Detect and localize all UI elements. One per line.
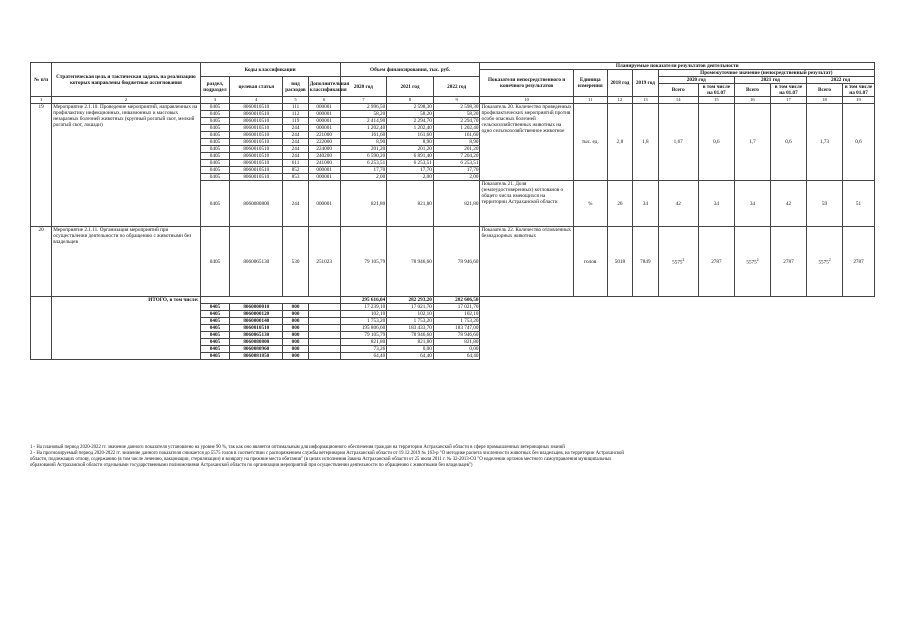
column-number: 13 — [633, 97, 658, 104]
cell-section: 0405 — [200, 146, 230, 153]
total-row — [31, 297, 875, 304]
footnote-line: 2 - На прогнозируемый период 2020-2022 гг. значение данного показателя снижается до 5575 голов в соответствии с распоряжением службы ветеринарии Астраханской области от 19.12.2019 № 163-р "О методике расчета численности животных без владельцев, на территории Астраханской — [30, 451, 625, 456]
total-section: 0405 — [200, 353, 230, 360]
total-exptype: 000 — [283, 353, 308, 360]
cell-2021: 8,90 — [387, 139, 434, 146]
column-number: 16 — [734, 97, 770, 104]
total-exptype: 000 — [283, 318, 308, 325]
total-article: 8060000140 — [230, 318, 283, 325]
cell-2022: 8,90 — [433, 139, 480, 146]
cell-2021: 58,20 — [387, 111, 434, 118]
cell-2020: 6 590,20 — [340, 153, 387, 160]
indicator-text: Показатель 22. Количество отловленных безнадзорных животных — [480, 227, 573, 297]
cell-extra: 000001 — [308, 118, 340, 125]
column-number: 19 — [843, 97, 875, 104]
indicator-2019: 34 — [633, 181, 658, 227]
total-sub-2022: 78 946,60 — [433, 332, 480, 339]
indicator-value — [658, 227, 698, 297]
total-section: 0405 — [200, 318, 230, 325]
cell-2020: 6 253,51 — [340, 160, 387, 167]
cell-2021: 2 294,70 — [387, 118, 434, 125]
cell-2020: 2,00 — [340, 174, 387, 181]
cell-article: 8060010510 — [230, 146, 283, 153]
column-number: 12 — [607, 97, 632, 104]
cell-2020: 201,20 — [340, 146, 387, 153]
cell-2021: 6 891,40 — [387, 153, 434, 160]
column-number: 17 — [770, 97, 806, 104]
total-sub-2020: 195 806,60 — [340, 325, 387, 332]
cell-2021: 2 598,30 — [387, 104, 434, 111]
cell-extra: 224000 — [308, 146, 340, 153]
cell-exptype: 244 — [283, 125, 308, 132]
header-2021: 2021 год — [387, 77, 434, 97]
cell-exptype: 244 — [283, 153, 308, 160]
cell-2020: 2 996,50 — [340, 104, 387, 111]
total-extra-blank — [308, 304, 340, 311]
column-number: 4 — [230, 97, 283, 104]
total-sub-2020: 73,26 — [340, 346, 387, 353]
cell-2020: 2 414,90 — [340, 118, 387, 125]
column-number: 15 — [698, 97, 734, 104]
column-number: 7 — [340, 97, 387, 104]
cell-2022: 78 946,60 — [433, 227, 480, 297]
header-indicator: Показатели непосредственного и конечного результатов — [480, 70, 573, 97]
indicator-unit: % — [573, 181, 607, 227]
header-2022: 2022 год — [433, 77, 480, 97]
total-article: 8060000120 — [230, 311, 283, 318]
total-sub-2020: 102,10 — [340, 311, 387, 318]
cell-2022: 7 204,20 — [433, 153, 480, 160]
indicator-2022-half: 0,6 — [843, 104, 875, 181]
total-label: ИТОГО, в том числе: — [52, 297, 200, 360]
total-sub-2021: 17 021,70 — [387, 304, 434, 311]
total-sub-2021: 78 946,60 — [387, 332, 434, 339]
cell-extra: 000001 — [308, 111, 340, 118]
table-row — [31, 227, 875, 297]
cell-2022: 201,20 — [433, 146, 480, 153]
indicator-value — [698, 227, 734, 297]
cell-2020: 161,60 — [340, 132, 387, 139]
total-codes-blank — [200, 297, 340, 304]
cell-extra: 222000 — [308, 139, 340, 146]
cell-article: 8060010510 — [230, 118, 283, 125]
total-article: 8060065130 — [230, 332, 283, 339]
column-number-row — [31, 97, 875, 104]
cell-2022: 161,60 — [433, 132, 480, 139]
header-num: № п/п — [31, 63, 52, 97]
indicator-2018: 26 — [607, 181, 632, 227]
total-exptype: 000 — [283, 325, 308, 332]
cell-2020: 8,90 — [340, 139, 387, 146]
column-number: 6 — [308, 97, 340, 104]
cell-extra: 000001 — [308, 125, 340, 132]
total-extra-blank — [308, 318, 340, 325]
column-number: 10 — [480, 97, 573, 104]
indicator-2022-half: 51 — [843, 181, 875, 227]
column-number: 1 — [31, 97, 52, 104]
footnote-line: образований Астраханской области отдельными государственными полномочиями Астраханской области по организации мероприятий при осуществлении деятельности по обращению с животными без владельцев") — [30, 463, 473, 468]
cell-extra: 000001 — [308, 174, 340, 181]
cell-2021: 6 253,51 — [387, 160, 434, 167]
column-number: 18 — [807, 97, 843, 104]
total-section: 0405 — [200, 346, 230, 353]
cell-article: 8060010510 — [230, 139, 283, 146]
cell-exptype: 852 — [283, 167, 308, 174]
indicator-2022-total: 1,73 — [807, 104, 843, 181]
footnote-mark: 2 — [828, 258, 831, 263]
header-total-2020: Всего — [658, 84, 698, 97]
cell-section: 0405 — [200, 132, 230, 139]
header-incl-2022: в том числе на 01.07 — [843, 84, 875, 97]
total-blank — [31, 297, 52, 360]
cell-section: 0405 — [200, 160, 230, 167]
column-number: 8 — [387, 97, 434, 104]
row-goal: Мероприятие 2.1.10. Проведение мероприятий, направленных на профилактику инфекционных, инвазионных и массовых незаразных болезней животных (крупный рогатый скот, мелкий рогатый скот, лошади) — [52, 104, 200, 227]
footnote-mark: 2 — [756, 258, 759, 263]
total-sub-2021: 102,10 — [387, 311, 434, 318]
total-exptype: 000 — [283, 339, 308, 346]
header-2018: 2018 год — [607, 70, 632, 97]
footnote-line: 1 - На плановый период 2020-2022 гг. значение данного показателя установлено на уровне 90 %, так как оно является оптимальным для информационного обеспечения граждан на территории Астраханской области в сфере промышленных ветеринарных знаний — [30, 445, 565, 450]
total-2020: 295 616,04 — [340, 297, 387, 304]
indicator-2021-total: 34 — [734, 181, 770, 227]
cell-article: 8060010510 — [230, 132, 283, 139]
cell-exptype: 611 — [283, 160, 308, 167]
total-exptype: 000 — [283, 311, 308, 318]
cell-section: 0405 — [200, 111, 230, 118]
cell-exptype: 244 — [283, 139, 308, 146]
total-sub-2021: 64,40 — [387, 353, 434, 360]
cell-2021: 161,60 — [387, 132, 434, 139]
indicator-number: 5575 — [672, 259, 683, 266]
indicator-2021-half: 42 — [770, 181, 806, 227]
cell-article: 8060010510 — [230, 104, 283, 111]
cell-exptype: 853 — [283, 174, 308, 181]
total-article: 8060000010 — [230, 304, 283, 311]
indicator-number: 5575 — [818, 259, 829, 266]
cell-extra: 240200 — [308, 153, 340, 160]
total-exptype: 000 — [283, 346, 308, 353]
total-section: 0405 — [200, 332, 230, 339]
table-header — [31, 63, 875, 104]
table-body — [31, 104, 875, 360]
indicator-unit: тыс. ед. — [573, 104, 607, 181]
header-planned: Планируемые показатели результатов деятельности — [480, 63, 875, 70]
total-sub-2020: 64,40 — [340, 353, 387, 360]
indicator-text: Показатель 21. Доля (землеудостоверенных) котлованов о общего числа имеющихся на территории Астраханской области — [480, 181, 573, 227]
indicator-value — [734, 227, 770, 297]
total-sub-2020: 79 105,79 — [340, 332, 387, 339]
cell-extra: 000001 — [308, 181, 340, 227]
cell-exptype: 111 — [283, 104, 308, 111]
total-article: 8060080960 — [230, 346, 283, 353]
total-extra-blank — [308, 325, 340, 332]
header-funding: Объем финансирования, тыс. руб. — [340, 63, 480, 77]
cell-2020: 79 105,79 — [340, 227, 387, 297]
cell-2022: 6 253,51 — [433, 160, 480, 167]
header-2019: 2019 год — [633, 70, 658, 97]
cell-extra: 221000 — [308, 132, 340, 139]
cell-exptype: 530 — [283, 227, 308, 297]
indicator-number: 2787 — [853, 258, 864, 265]
cell-section: 0405 — [200, 227, 230, 297]
table-row — [31, 104, 875, 111]
header-unit: Единица измерения — [573, 70, 607, 97]
cell-section: 0405 — [200, 125, 230, 132]
cell-extra: 251023 — [308, 227, 340, 297]
footnote-line: области, подлежащих отлову, содержанию (в том числе лечению, вакцинации, стерилизации) и возврату на прежние места обитания" (в целях исполнения Закона Астраханской области от 25 июля 2011 г. № 32-2013-ОЗ "О наделении органов местного самоуправления муниципальных — [30, 457, 612, 462]
cell-section: 0405 — [200, 104, 230, 111]
indicator-2022-total: 59 — [807, 181, 843, 227]
header-incl-2020: в том числе на 01.07 — [698, 84, 734, 97]
cell-article: 8060080800 — [230, 181, 283, 227]
total-sub-2020: 1 753,20 — [340, 318, 387, 325]
indicator-2020-total: 42 — [658, 181, 698, 227]
total-sub-2021: 0,00 — [387, 346, 434, 353]
row-number: 20 — [31, 227, 52, 297]
total-section: 0405 — [200, 325, 230, 332]
cell-article: 8060010510 — [230, 153, 283, 160]
total-article: 8060010510 — [230, 325, 283, 332]
cell-2020: 821,80 — [340, 181, 387, 227]
total-section: 0405 — [200, 304, 230, 311]
header-int-2021: 2021 год — [734, 77, 806, 84]
cell-section: 0405 — [200, 139, 230, 146]
cell-exptype: 244 — [283, 146, 308, 153]
total-extra-blank — [308, 311, 340, 318]
cell-2021: 78 946,60 — [387, 227, 434, 297]
total-sub-2021: 183 433,70 — [387, 325, 434, 332]
total-sub-2022: 183 747,00 — [433, 325, 480, 332]
header-intermediate: Промежуточное значение (непосредственный результат) — [658, 70, 874, 77]
header-section: раздел, подраздел — [200, 77, 230, 97]
cell-2021: 1 202,40 — [387, 125, 434, 132]
budget-table — [30, 62, 875, 360]
header-goal: Стратегическая цель и тактическая задача, на реализацию которых направлены бюджетные ассигнования — [52, 63, 200, 97]
total-sub-2021: 821,80 — [387, 339, 434, 346]
header-total-2021: Всего — [734, 84, 770, 97]
total-article: 8060081850 — [230, 353, 283, 360]
cell-article: 8060010510 — [230, 111, 283, 118]
total-extra-blank — [308, 339, 340, 346]
cell-2021: 17,70 — [387, 167, 434, 174]
header-article: целевая статья — [230, 77, 283, 97]
cell-2022: 821,80 — [433, 181, 480, 227]
indicator-2020-half: 34 — [698, 181, 734, 227]
cell-article: 8060010510 — [230, 167, 283, 174]
cell-2021: 2,00 — [387, 174, 434, 181]
cell-extra: 000001 — [308, 104, 340, 111]
indicator-unit: голов — [573, 227, 607, 297]
cell-section: 0405 — [200, 153, 230, 160]
cell-2020: 58,20 — [340, 111, 387, 118]
header-extra: Дополнительная классификация — [308, 77, 340, 97]
indicator-value — [770, 227, 806, 297]
cell-exptype: 112 — [283, 111, 308, 118]
cell-section: 0405 — [200, 174, 230, 181]
total-sub-2020: 821,80 — [340, 339, 387, 346]
header-total-2022: Всего — [807, 84, 843, 97]
total-exptype: 000 — [283, 304, 308, 311]
cell-2022: 1 202,40 — [433, 125, 480, 132]
header-int-2022: 2022 год — [807, 77, 875, 84]
total-article: 8060080800 — [230, 339, 283, 346]
total-extra-blank — [308, 346, 340, 353]
cell-article: 8060010510 — [230, 174, 283, 181]
total-sub-2021: 1 753,20 — [387, 318, 434, 325]
total-indicator-blank — [480, 297, 875, 360]
total-extra-blank — [308, 353, 340, 360]
row-number: 19 — [31, 104, 52, 227]
total-sub-2022: 102,10 — [433, 311, 480, 318]
indicator-2018: 5018 — [607, 227, 632, 297]
header-int-2020: 2020 год — [658, 77, 734, 84]
row-goal: Мероприятие 2.1.11. Организация мероприятий при осуществлении деятельности по обращению с животными без владельцев — [52, 227, 200, 297]
column-number: 9 — [433, 97, 480, 104]
column-number: 3 — [200, 97, 230, 104]
cell-2022: 2 294,70 — [433, 118, 480, 125]
total-extra-blank — [308, 332, 340, 339]
total-2022: 282 606,50 — [433, 297, 480, 304]
total-section: 0405 — [200, 339, 230, 346]
document-page — [30, 62, 875, 360]
indicator-number: 5575 — [746, 259, 757, 266]
indicator-2020-half: 0,6 — [698, 104, 734, 181]
cell-article: 8060010510 — [230, 160, 283, 167]
cell-section: 0405 — [200, 118, 230, 125]
indicator-2020-total: 1,67 — [658, 104, 698, 181]
cell-article: 8060065130 — [230, 227, 283, 297]
cell-2021: 201,20 — [387, 146, 434, 153]
cell-section: 0405 — [200, 181, 230, 227]
indicator-number: 2787 — [711, 258, 722, 265]
indicator-2018: 2,8 — [607, 104, 632, 181]
total-sub-2022: 1 753,20 — [433, 318, 480, 325]
cell-2020: 1 202,40 — [340, 125, 387, 132]
column-number: 14 — [658, 97, 698, 104]
total-section: 0405 — [200, 311, 230, 318]
indicator-value — [843, 227, 875, 297]
cell-extra: 241000 — [308, 160, 340, 167]
indicator-value — [807, 227, 843, 297]
cell-2022: 58,20 — [433, 111, 480, 118]
total-2021: 282 293,20 — [387, 297, 434, 304]
cell-2022: 2,00 — [433, 174, 480, 181]
total-exptype: 000 — [283, 332, 308, 339]
footnotes — [30, 445, 875, 469]
indicator-number: 2787 — [783, 258, 794, 265]
header-2020: 2020 год — [340, 77, 387, 97]
cell-exptype: 119 — [283, 118, 308, 125]
column-number: 5 — [283, 97, 308, 104]
cell-exptype: 244 — [283, 132, 308, 139]
footnote-mark: 2 — [682, 258, 685, 263]
indicator-2019: 7849 — [633, 227, 658, 297]
cell-2021: 821,80 — [387, 181, 434, 227]
cell-2022: 17,70 — [433, 167, 480, 174]
total-sub-2022: 821,80 — [433, 339, 480, 346]
cell-2022: 2 598,30 — [433, 104, 480, 111]
column-number: 2 — [52, 97, 200, 104]
header-incl-2021: в том числе на 01.07 — [770, 84, 806, 97]
total-sub-2022: 17 021,70 — [433, 304, 480, 311]
total-sub-2022: 64,40 — [433, 353, 480, 360]
indicator-2021-total: 1,7 — [734, 104, 770, 181]
indicator-2019: 1,8 — [633, 104, 658, 181]
header-codes: Коды классификации — [200, 63, 340, 77]
cell-2020: 17,70 — [340, 167, 387, 174]
indicator-text: Показатель 20. Количество проведенных профилактических мероприятий против особо опасных болезней сельскохозяйственных животных на одно сельскохозяйственное животное — [480, 104, 573, 181]
total-sub-2022: 0,00 — [433, 346, 480, 353]
cell-section: 0405 — [200, 167, 230, 174]
header-exptype: вид расходов — [283, 77, 308, 97]
cell-exptype: 244 — [283, 181, 308, 227]
cell-article: 8060010510 — [230, 125, 283, 132]
total-sub-2020: 17 239,10 — [340, 304, 387, 311]
column-number: 11 — [573, 97, 607, 104]
indicator-2021-half: 0,6 — [770, 104, 806, 181]
cell-extra: 000001 — [308, 167, 340, 174]
